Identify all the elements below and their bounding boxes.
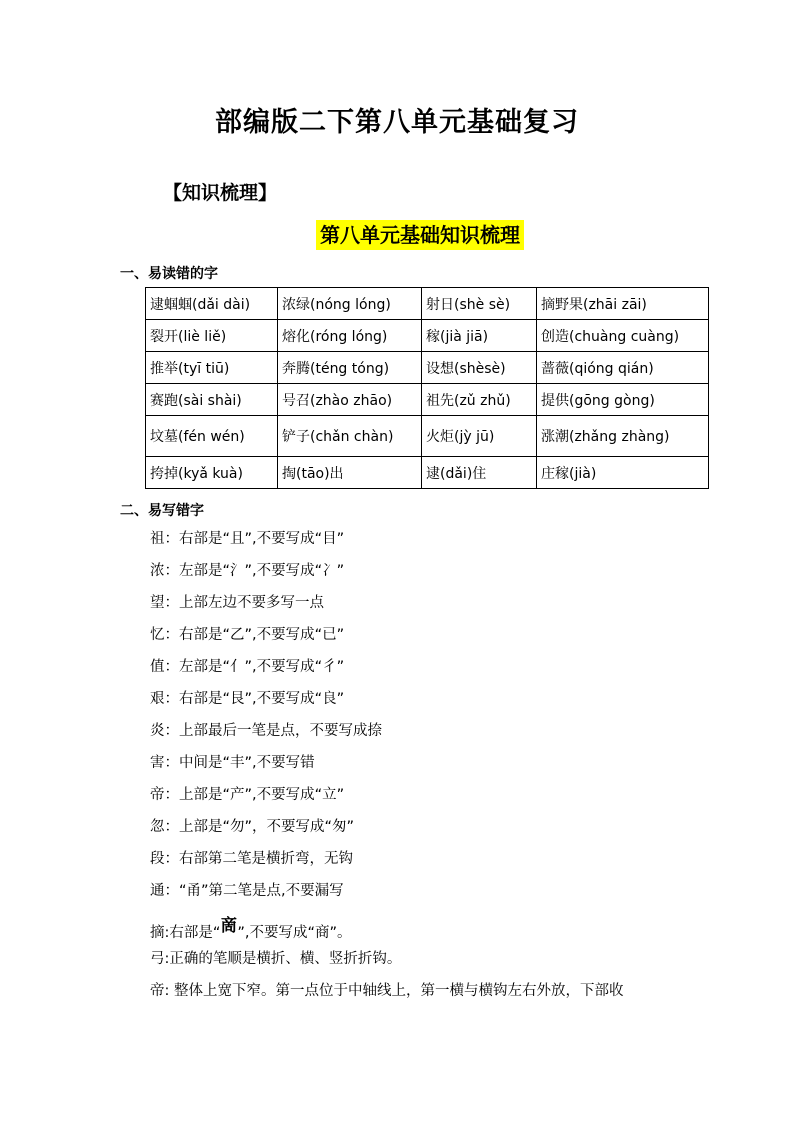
table-cell: 赛跑(sài shài): [146, 384, 278, 416]
table-cell: 设想(shèsè): [422, 352, 537, 384]
table-row: [146, 288, 709, 320]
table-cell: 火炬(jỳ jū): [422, 416, 537, 457]
table-cell: 铲子(chǎn chàn): [278, 416, 422, 457]
list-item: 忆：右部是“乙”,不要写成“已”: [150, 627, 345, 643]
table-cell: 掏(tāo)出: [278, 457, 422, 489]
table-cell: 射日(shè sè): [422, 288, 537, 320]
list-item: 炎：上部最后一笔是点，不要写成捺: [150, 723, 382, 739]
misread-words-table: [145, 287, 709, 489]
list-item: 弓:正确的笔顺是横折、横、竖折折钩。: [150, 951, 402, 967]
miswritten-notes-list: [150, 528, 624, 1012]
list-item: 望：上部左边不要多写一点: [150, 595, 324, 611]
table-cell: 挎掉(kyǎ kuà): [146, 457, 278, 489]
heading-miswritten-characters: 二、易写错字: [120, 503, 204, 519]
subtitle-container: [0, 220, 794, 250]
table-cell: 祖先(zǔ zhǔ): [422, 384, 537, 416]
list-item: 忽：上部是“勿”，不要写成“匆”: [150, 819, 355, 835]
list-item: 祖：右部是“且”,不要写成“目”: [150, 531, 345, 547]
list-item-zhai: [150, 912, 624, 948]
zhai-suffix: ”,不要写成“商”。: [237, 925, 352, 941]
table-row: [146, 457, 709, 489]
table-cell: 浓绿(nóng lóng): [278, 288, 422, 320]
table-cell: 推举(tyī tiū): [146, 352, 278, 384]
table-cell: 逮(dǎi)住: [422, 457, 537, 489]
list-item: 浓：左部是“氵”,不要写成“冫”: [150, 563, 345, 579]
table-row: [146, 352, 709, 384]
table-cell: 庄稼(jià): [537, 457, 709, 489]
list-item: 艰：右部是“艮”,不要写成“良”: [150, 691, 345, 707]
table-cell: 蔷薇(qióng qián): [537, 352, 709, 384]
table-cell: 摘野果(zhāi zāi): [537, 288, 709, 320]
table-cell: 稼(jià jiā): [422, 320, 537, 352]
table-cell: 裂开(liè liě): [146, 320, 278, 352]
table-cell: 奔腾(téng tóng): [278, 352, 422, 384]
table-row: [146, 384, 709, 416]
list-item: 帝: 整体上宽下窄。第一点位于中轴线上，第一横与横钩左右外放，下部收: [150, 983, 624, 999]
list-item: 通：“甬”第二笔是点,不要漏写: [150, 883, 344, 899]
table-cell: 逮蝈蝈(dǎi dài): [146, 288, 278, 320]
page-title: 部编版二下第八单元基础复习: [215, 107, 579, 138]
table-cell: 创造(chuàng cuàng): [537, 320, 709, 352]
heading-misread-characters: 一、易读错的字: [120, 266, 218, 282]
highlighted-subtitle: 第八单元基础知识梳理: [316, 220, 524, 250]
table-cell: 坟墓(fén wén): [146, 416, 278, 457]
table-row: [146, 416, 709, 457]
table-cell: 提供(gōng gòng): [537, 384, 709, 416]
list-item: 值：左部是“亻”,不要写成“彳”: [150, 659, 345, 675]
list-item: 害：中间是“丰”,不要写错: [150, 755, 315, 771]
zhai-prefix: 摘:右部是“: [150, 925, 221, 941]
list-item: 段：右部第二笔是横折弯，无钩: [150, 851, 353, 867]
section-tag: 【知识梳理】: [163, 182, 278, 204]
list-item: 帝：上部是“产”,不要写成“立”: [150, 787, 345, 803]
table-row: [146, 320, 709, 352]
table-cell: 号召(zhào zhāo): [278, 384, 422, 416]
table-cell: 涨潮(zhǎng zhàng): [537, 416, 709, 457]
table-cell: 熔化(róng lóng): [278, 320, 422, 352]
zhai-glyph: 啇: [220, 916, 238, 936]
